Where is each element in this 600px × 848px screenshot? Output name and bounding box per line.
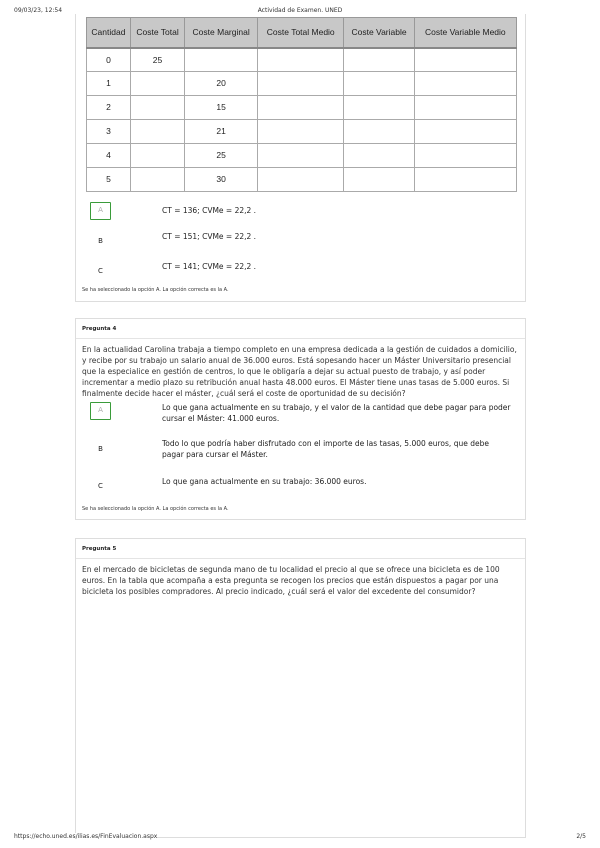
table-cell — [130, 168, 184, 192]
page-number: 2/5 — [576, 833, 586, 840]
table-cell — [185, 48, 258, 72]
table-cell — [130, 72, 184, 96]
column-header: Cantidad — [87, 18, 131, 48]
option-letter: A — [90, 402, 111, 420]
table-cell — [414, 72, 516, 96]
table-cell: 3 — [87, 120, 131, 144]
table-cell — [344, 96, 414, 120]
feedback: Se ha seleccionado la opción A. La opción correcta es la A. — [82, 506, 229, 512]
table-cell — [258, 96, 344, 120]
feedback: Se ha seleccionado la opción A. La opción correcta es la A. — [82, 287, 229, 293]
question-text: En el mercado de bicicletas de segunda mano de tu localidad el precio al que se ofrece una bicicleta es de 100 euros. En la tabla que acompaña a esta pregunta se recogen los precios que están dispuestos a pagar por una bicicleta los posibles compradores. Al precio indicado, ¿cuál será el valor del excedente del consumidor? — [82, 565, 500, 596]
question-3-card — [75, 14, 526, 302]
table-cell — [258, 48, 344, 72]
table-row — [87, 48, 517, 72]
table-cell — [414, 168, 516, 192]
table-cell: 20 — [185, 72, 258, 96]
column-header: Coste Variable Medio — [414, 18, 516, 48]
option-text: Todo lo que podría haber disfrutado con el importe de las tasas, 5.000 euros, que debe pagar para cursar el Máster. — [162, 439, 489, 459]
table-cell — [344, 48, 414, 72]
table-cell: 15 — [185, 96, 258, 120]
option-letter: C — [98, 482, 103, 490]
option-letter: C — [98, 267, 103, 275]
table-row — [87, 168, 517, 192]
question-title: Pregunta 5 — [76, 539, 525, 559]
option-letter: A — [90, 202, 111, 220]
table-cell — [344, 144, 414, 168]
table-cell — [414, 120, 516, 144]
option-text: Lo que gana actualmente en su trabajo: 36.000 euros. — [162, 477, 367, 486]
column-header: Coste Variable — [344, 18, 414, 48]
table-cell — [344, 120, 414, 144]
print-url: https://echo.uned.es/ilias.es/FinEvaluacion.aspx — [14, 833, 158, 840]
table-cell — [414, 144, 516, 168]
table-cell: 21 — [185, 120, 258, 144]
table-cell — [344, 72, 414, 96]
option-text: CT = 141; CVMe = 22,2 . — [162, 262, 257, 271]
table-cell: 1 — [87, 72, 131, 96]
table-cell — [258, 168, 344, 192]
table-cell — [258, 144, 344, 168]
question-5-card — [75, 538, 526, 838]
table-cell — [414, 48, 516, 72]
table-cell: 0 — [87, 48, 131, 72]
option-text: CT = 151; CVMe = 22,2 . — [162, 232, 257, 241]
print-title: Actividad de Examen. UNED — [257, 7, 343, 14]
option-text: Lo que gana actualmente en su trabajo, y el valor de la cantidad que debe pagar para poder cursar el Máster: 41.000 euros. — [162, 403, 511, 423]
table-row — [87, 120, 517, 144]
table-row — [87, 96, 517, 120]
table-row — [87, 72, 517, 96]
option-letter: B — [98, 445, 103, 453]
table-cell — [258, 72, 344, 96]
column-header: Coste Total — [130, 18, 184, 48]
table-cell: 25 — [130, 48, 184, 72]
table-cell: 25 — [185, 144, 258, 168]
option-letter: B — [98, 237, 103, 245]
table-cell — [130, 120, 184, 144]
column-header: Coste Total Medio — [258, 18, 344, 48]
table-cell: 2 — [87, 96, 131, 120]
question-title: Pregunta 4 — [76, 319, 525, 339]
table-cell: 30 — [185, 168, 258, 192]
cost-table — [86, 17, 517, 192]
column-header: Coste Marginal — [185, 18, 258, 48]
table-cell — [130, 144, 184, 168]
question-4-card — [75, 318, 526, 520]
print-datetime: 09/03/23, 12:54 — [14, 7, 63, 14]
option-text: CT = 136; CVMe = 22,2 . — [162, 206, 257, 215]
table-cell — [414, 96, 516, 120]
table-cell — [344, 168, 414, 192]
table-row — [87, 144, 517, 168]
table-cell: 4 — [87, 144, 131, 168]
question-text: En la actualidad Carolina trabaja a tiempo completo en una empresa dedicada a la gestión de cuidados a domicilio, y recibe por su trabajo un salario anual de 36.000 euros. Está sopesando hacer un Máster Universitario presencial que la especialice en gestión de centros, lo que le obligaría a dejar su actual puesto de trabajo, y así poder incrementar a medio plazo su retribución anual hasta 48.000 euros. El Máster tiene unas tasas de 5.000 euros. Si finalmente decide hacer el máster, ¿cuál será el coste de oportunidad de su decisión? — [82, 345, 517, 398]
table-cell: 5 — [87, 168, 131, 192]
table-cell — [130, 96, 184, 120]
table-cell — [258, 120, 344, 144]
